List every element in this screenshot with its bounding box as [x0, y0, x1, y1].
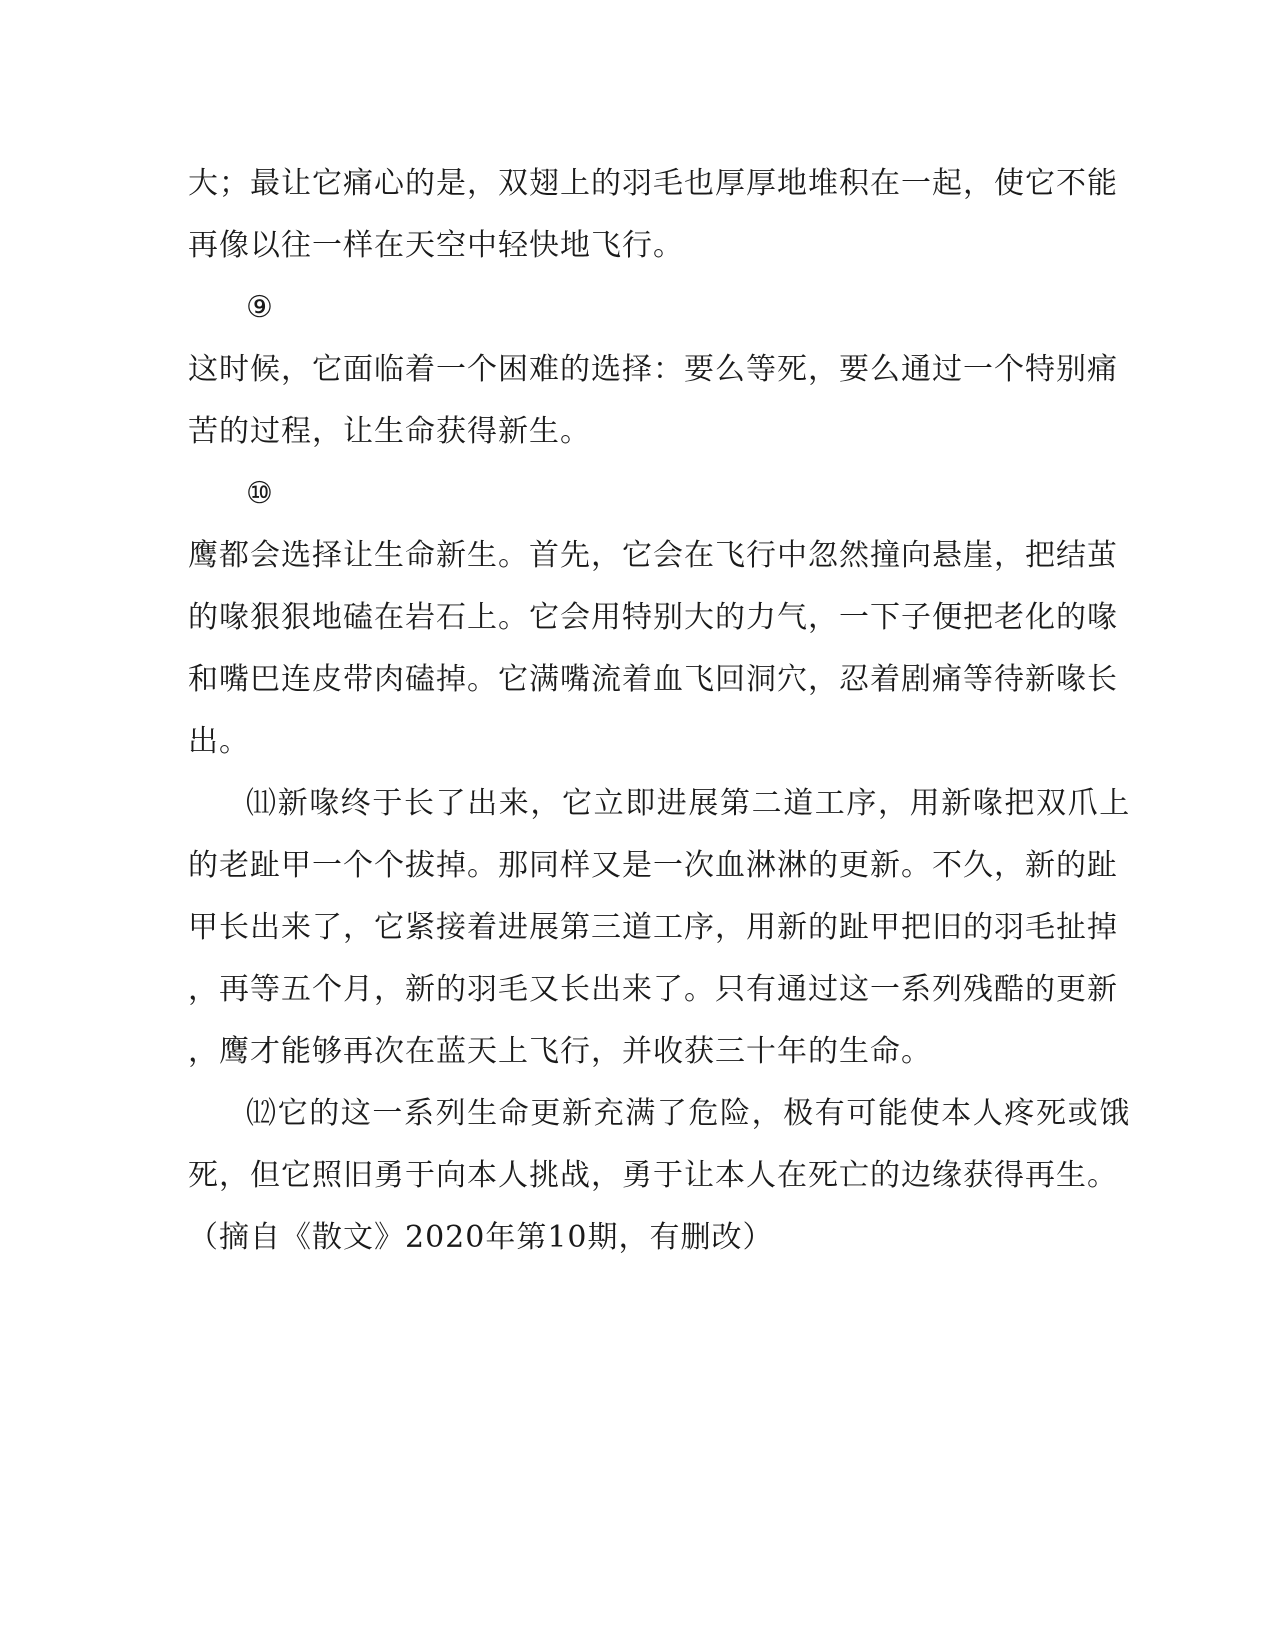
text-line: ，再等五个月，新的羽毛又长出来了。只有通过这一系列残酷的更新 — [188, 972, 1118, 1007]
paragraph-number: ⑨ — [246, 290, 274, 325]
paragraph-number: ⑩ — [246, 476, 274, 511]
text-line: 的老趾甲一个个拔掉。那同样又是一次血淋淋的更新。不久，新的趾 — [188, 848, 1118, 883]
text-line: 甲长出来了，它紧接着进展第三道工序，用新的趾甲把旧的羽毛扯掉 — [188, 910, 1118, 945]
text-line: 出。 — [188, 724, 250, 759]
text-line: ⑿它的这一系列生命更新充满了危险，极有可能使本人疼死或饿 — [246, 1096, 1131, 1131]
text-line: 鹰都会选择让生命新生。首先，它会在飞行中忽然撞向悬崖，把结茧 — [188, 538, 1118, 573]
text-line: 苦的过程，让生命获得新生。 — [188, 414, 591, 449]
text-line: 和嘴巴连皮带肉磕掉。它满嘴流着血飞回洞穴，忍着剧痛等待新喙长 — [188, 662, 1118, 697]
text-line: ，鹰才能够再次在蓝天上飞行，并收获三十年的生命。 — [188, 1034, 932, 1069]
text-line: ⑾新喙终于长了出来，它立即进展第二道工序，用新喙把双爪上 — [246, 786, 1131, 821]
text-line: 死，但它照旧勇于向本人挑战，勇于让本人在死亡的边缘获得再生。 — [188, 1158, 1118, 1193]
text-line: 再像以往一样在天空中轻快地飞行。 — [188, 228, 684, 263]
text-line: 的喙狠狠地磕在岩石上。它会用特别大的力气，一下子便把老化的喙 — [188, 600, 1118, 635]
source-citation: （摘自《散文》2020年第10期，有删改） — [188, 1220, 774, 1255]
text-line: 大；最让它痛心的是，双翅上的羽毛也厚厚地堆积在一起，使它不能 — [188, 166, 1118, 201]
text-line: 这时候，它面临着一个困难的选择：要么等死，要么通过一个特别痛 — [188, 352, 1118, 387]
